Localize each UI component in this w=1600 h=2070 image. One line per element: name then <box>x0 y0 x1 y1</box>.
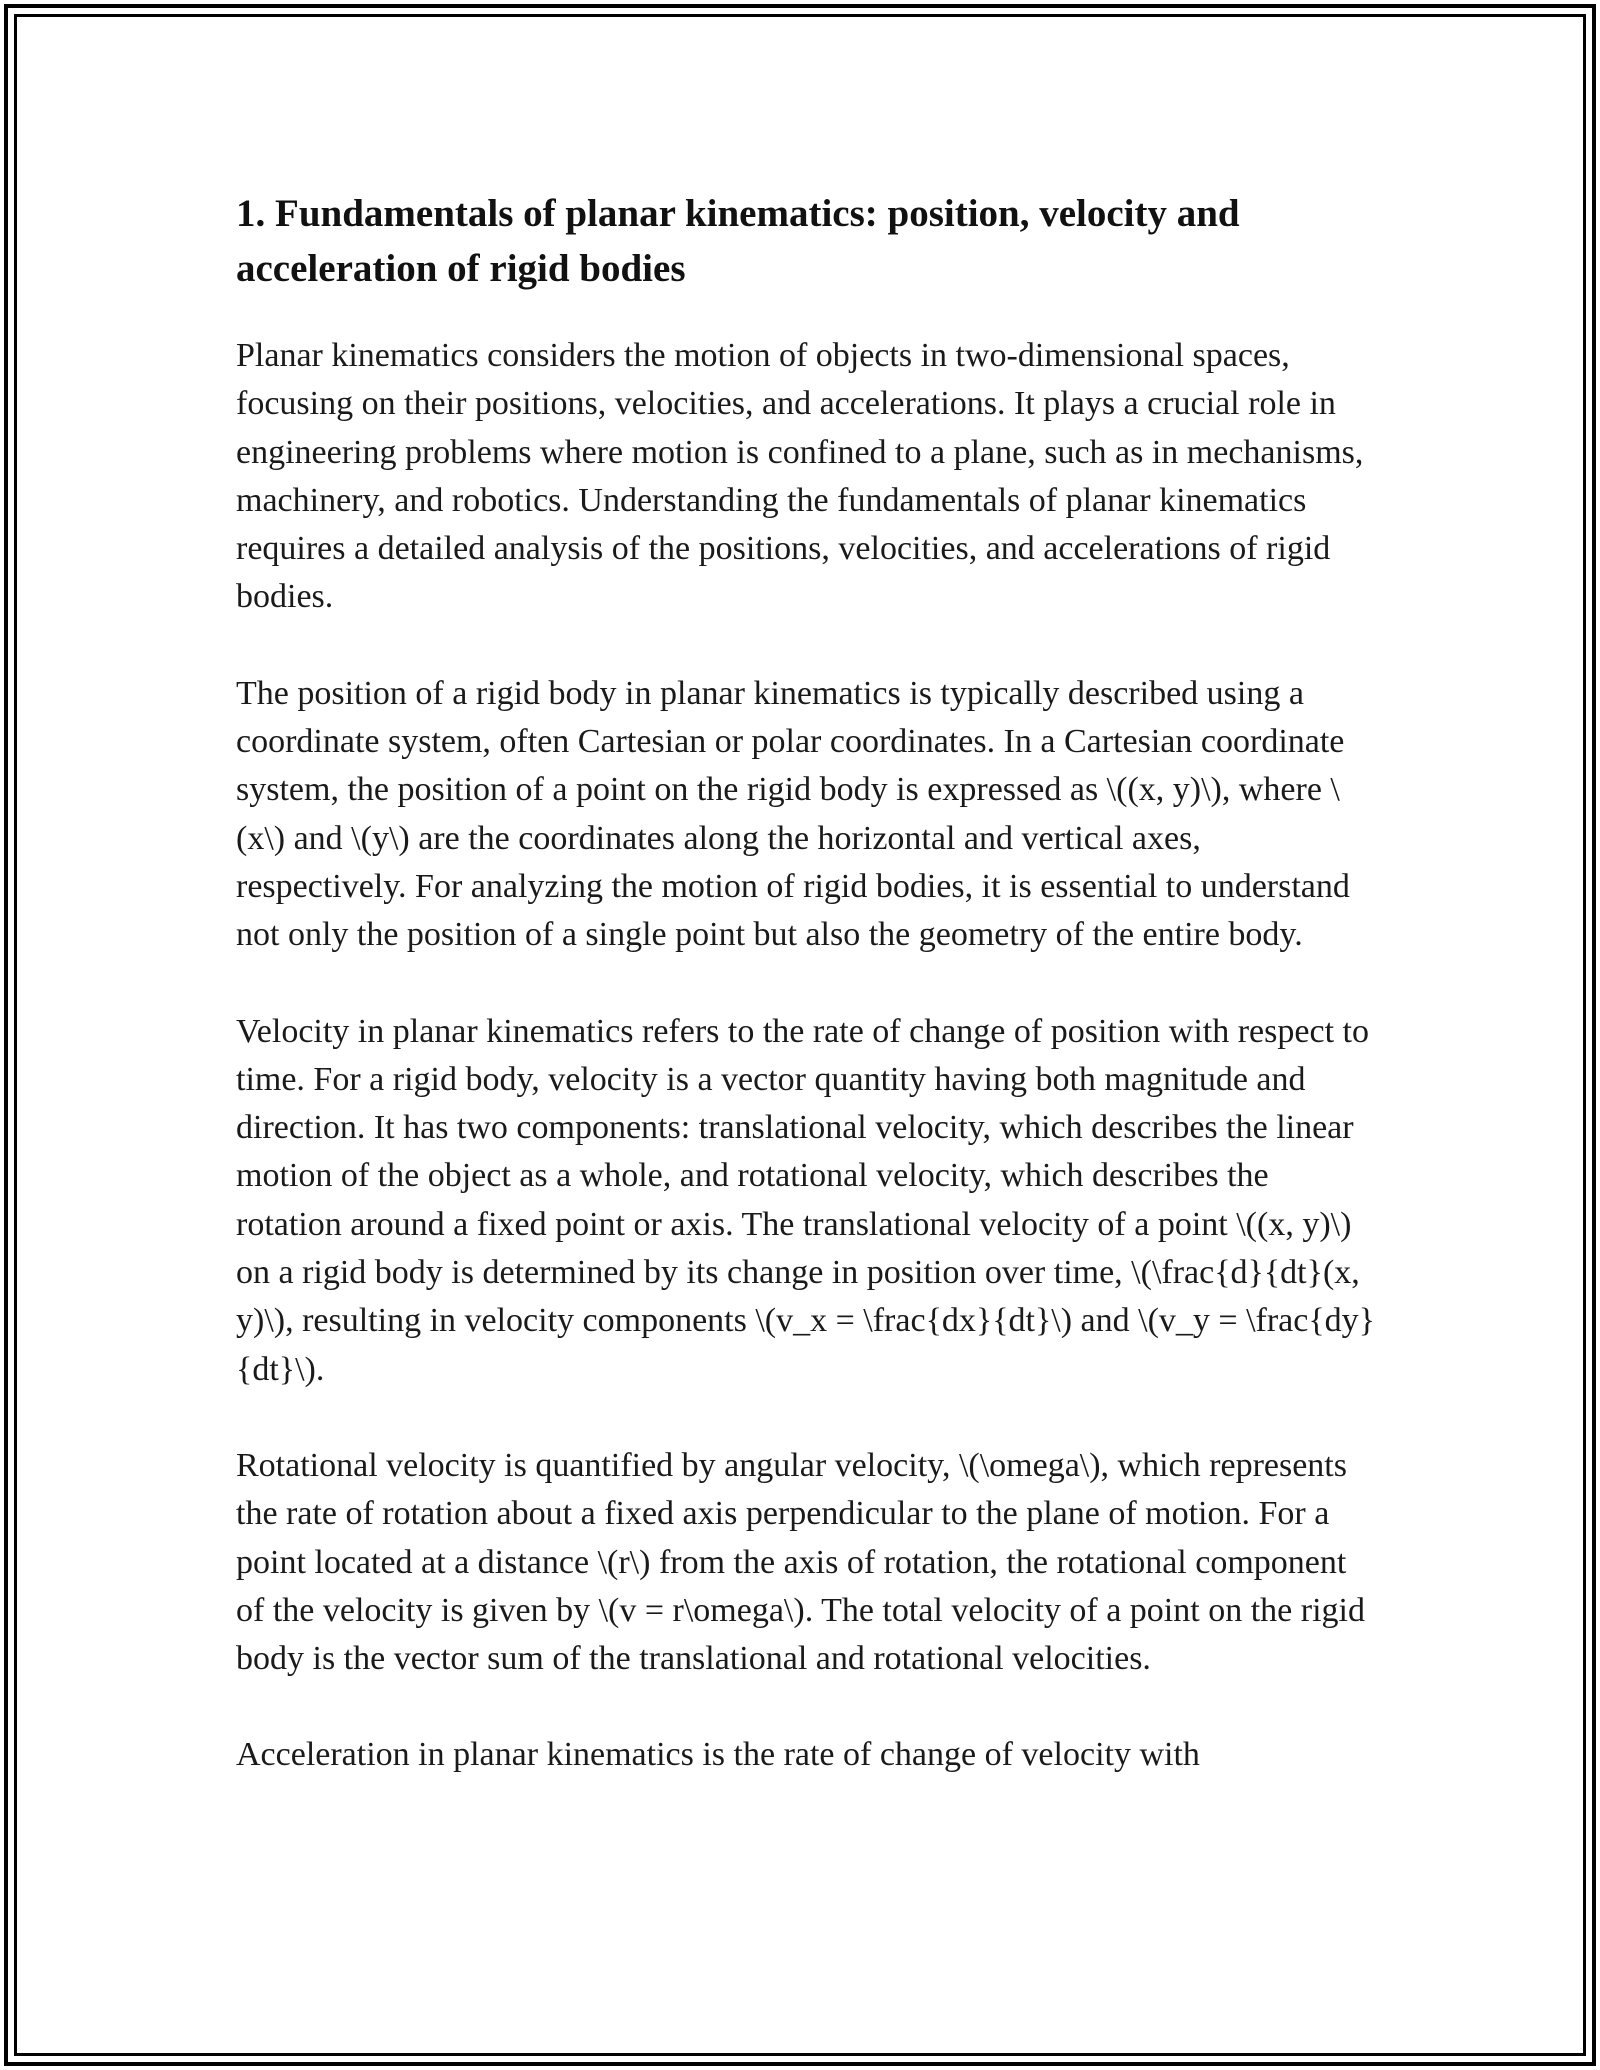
document-body <box>236 186 1376 1828</box>
paragraph-velocity: Velocity in planar kinematics refers to the rate of change of position with respect to time. For a rigid body, velocity is a vector quantity having both magnitude and direction. It has two components: translational velocity, which describes the linear motion of the object as a whole, and rotational velocity, which describes the rotation around a fixed point or axis. The translational velocity of a point \((x, y)\) on a rigid body is determined by its change in position over time, \(\frac{d}{dt}(x, y)\), resulting in velocity components \(v_x = \frac{dx}{dt}\) and \(v_y = \frac{dy}{dt}\). <box>236 1012 1375 1388</box>
paragraph-position: The position of a rigid body in planar kinematics is typically described using a coordinate system, often Cartesian or polar coordinates. In a Cartesian coordinate system, the position of a point on the rigid body is expressed as \((x, y)\), where \(x\) and \(y\) are the coordinates along the horizontal and vertical axes, respectively. For analyzing the motion of rigid bodies, it is essential to understand not only the position of a single point but also the geometry of the entire body. <box>236 674 1350 954</box>
section-title: 1. Fundamentals of planar kinematics: position, velocity and acceleration of rigid bodies <box>236 192 1240 290</box>
paragraph-intro: Planar kinematics considers the motion of objects in two-dimensional spaces, focusing on their positions, velocities, and accelerations. It plays a crucial role in engineering problems where motion is confined to a plane, such as in mechanisms, machinery, and robotics. Understanding the fundamentals of planar kinematics requires a detailed analysis of the positions, velocities, and accelerations of rigid bodies. <box>236 337 1364 616</box>
paragraph-rotational-velocity: Rotational velocity is quantified by angular velocity, \(\omega\), which represents the rate of rotation about a fixed axis perpendicular to the plane of motion. For a point located at a distance \(r\) from the axis of rotation, the rotational component of the velocity is given by \(v = r\omega\). The total velocity of a point on the rigid body is the vector sum of the translational and rotational velocities. <box>236 1446 1365 1678</box>
paragraph-acceleration: Acceleration in planar kinematics is the rate of change of velocity with <box>236 1736 1200 1774</box>
